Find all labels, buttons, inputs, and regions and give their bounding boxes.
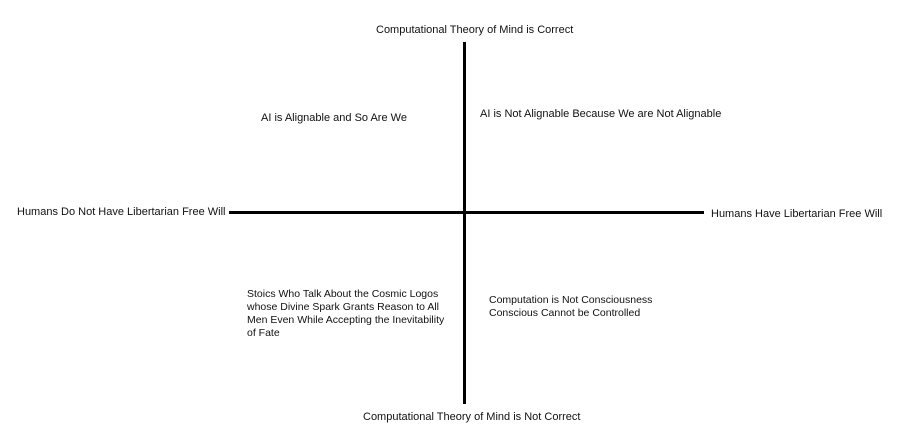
quadrant-bottom-left-line: of Fate bbox=[247, 327, 280, 339]
vertical-axis bbox=[463, 42, 466, 404]
quadrant-bottom-right-line: Conscious Cannot be Controlled bbox=[489, 307, 641, 319]
quadrant-bottom-right-line: Computation is Not Consciousness bbox=[489, 294, 653, 306]
quadrant-bottom-left-line: whose Divine Spark Grants Reason to All bbox=[247, 301, 440, 313]
axis-label-left: Humans Do Not Have Libertarian Free Will bbox=[17, 206, 226, 218]
quadrant-bottom-left-line: Stoics Who Talk About the Cosmic Logos bbox=[247, 288, 439, 300]
axis-label-right: Humans Have Libertarian Free Will bbox=[711, 208, 883, 220]
quadrant-bottom-right-text bbox=[489, 294, 689, 320]
axis-label-bottom: Computational Theory of Mind is Not Correct bbox=[363, 411, 581, 423]
horizontal-axis bbox=[229, 211, 704, 214]
quadrant-bottom-left-line: Men Even While Accepting the Inevitability bbox=[247, 314, 445, 326]
quadrant-top-left-text: AI is Alignable and So Are We bbox=[261, 112, 407, 124]
quadrant-bottom-left-text bbox=[247, 288, 462, 340]
axis-label-top: Computational Theory of Mind is Correct bbox=[376, 24, 574, 36]
quadrant-top-right-text: AI is Not Alignable Because We are Not Alignable bbox=[480, 108, 722, 120]
